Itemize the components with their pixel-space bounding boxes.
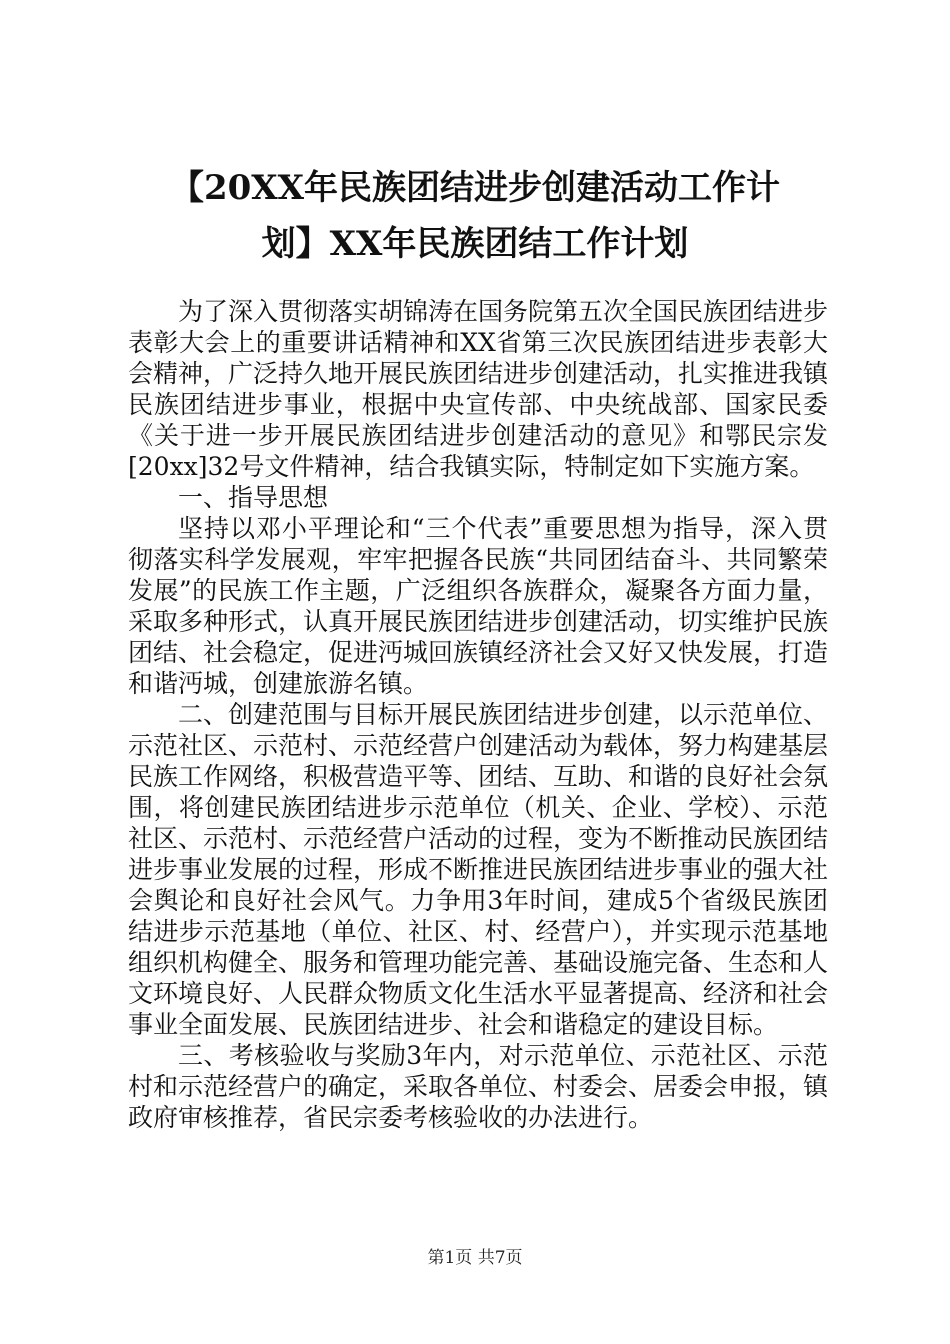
section-heading-guiding-ideology: 一、指导思想 — [178, 483, 329, 512]
page-footer: 第1页 共7页 — [427, 1248, 523, 1268]
document-title — [100, 160, 850, 272]
paragraph-intro: 为了深入贯彻落实胡锦涛在国务院第五次全国民族团结进步表彰大会上的重要讲话精神和XX省第三次民族团结进步表彰大会精神，广泛持久地开展民族团结进步创建活动，扎实推进我镇民族团结进步事业，根据中央宣传部、中央统战部、国家民委《关于进一步开展民族团结进步创建活动的意见》和鄂民宗发[20xx]32号文件精神，结合我镇实际，特制定如下实施方案。 — [128, 297, 829, 481]
title-line-1: 【20XX年民族团结进步创建活动工作计 — [169, 168, 781, 208]
title-line-2: 划】XX年民族团结工作计划 — [261, 224, 689, 264]
paragraph-guiding-ideology: 坚持以邓小平理论和“三个代表”重要思想为指导，深入贯彻落实科学发展观，牢牢把握各民族“共同团结奋斗、共同繁荣发展”的民族工作主题，广泛组织各族群众，凝聚各方面力量，采取多种形式，认真开展民族团结进步创建活动，切实维护民族团结、社会稳定，促进沔城回族镇经济社会又好又快发展，打造和谐沔城，创建旅游名镇。 — [128, 514, 829, 698]
paragraph-scope-and-goals: 二、创建范围与目标开展民族团结进步创建，以示范单位、示范社区、示范村、示范经营户创建活动为载体，努力构建基层民族工作网络，积极营造平等、团结、互助、和谐的良好社会氛围，将创建民族团结进步示范单位（机关、企业、学校）、示范社区、示范村、示范经营户活动的过程，变为不断推动民族团结进步事业发展的过程，形成不断推进民族团结进步事业的强大社会舆论和良好社会风气。力争用3年时间，建成5个省级民族团结进步示范基地（单位、社区、村、经营户），并实现示范基地组织机构健全、服务和管理功能完善、基础设施完备、生态和人文环境良好、人民群众物质文化生活水平显著提高、经济和社会事业全面发展、民族团结进步、社会和谐稳定的建设目标。 — [128, 700, 829, 1039]
paragraph-assessment-and-rewards: 三、考核验收与奖励3年内，对示范单位、示范社区、示范村和示范经营户的确定，采取各单位、村委会、居委会申报，镇政府审核推荐，省民宗委考核验收的办法进行。 — [128, 1041, 829, 1132]
document-body — [128, 296, 828, 1133]
